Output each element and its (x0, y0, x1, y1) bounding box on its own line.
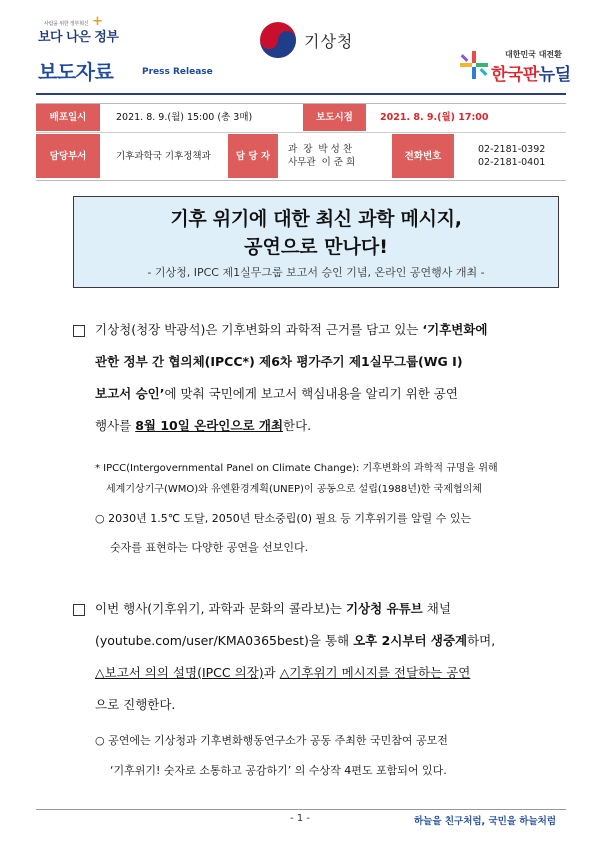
release-label: 보도시점 (303, 104, 366, 131)
paragraph-2-line-3 (95, 663, 470, 681)
paragraph-1-line-3 (95, 384, 458, 402)
p1-l4-text: 행사를 (95, 418, 136, 433)
slogan-small: 사람을 위한 정부혁신 (44, 21, 89, 27)
paragraph-1-line-2: 관한 정부 간 협의체(IPCC*) 제6차 평가주기 제1실무그룹(WG I) (95, 354, 463, 369)
phone-line-1: 02-2181-0392 (478, 144, 546, 155)
phone-label: 전화번호 (392, 134, 454, 178)
paragraph-2-line-4: 으로 진행한다. (95, 697, 176, 712)
press-release-title: 보도자료 (38, 60, 114, 84)
person-value (288, 136, 378, 176)
p1-l4-end: 한다. (283, 418, 312, 433)
p2-l3-text: 과 (263, 665, 280, 680)
paragraph-2-line-1 (73, 599, 451, 617)
government-slogan: 보다 나은 정부 (38, 30, 119, 45)
p1-l3-text: 에 맞춰 국민에게 보고서 핵심내용을 알리기 위한 공연 (164, 386, 458, 401)
headline-line-2: 공연으로 만나다! (244, 236, 388, 258)
info-table-divider (36, 132, 566, 133)
paragraph-1-line-1 (73, 320, 488, 338)
p2-l2-end: 하며, (467, 633, 496, 648)
checkbox-square-icon (73, 325, 85, 337)
new-deal-name-red: 한국판 (491, 65, 539, 85)
footer-motto: 하늘을 친구처럼, 국민을 하늘처럼 (414, 816, 557, 827)
header-rule (36, 93, 566, 95)
p2-l3-underlined-a: △보고서 의의 설명(IPCC 의장) (95, 665, 264, 680)
phone-value (478, 136, 564, 176)
p2-l1-bold: 기상청 유튜브 (345, 601, 423, 616)
press-release-english: Press Release (142, 67, 213, 77)
bullet-2-line-2: ‘기후위기! 숫자로 소통하고 공감하기’ 의 수상작 4편도 포함되어 있다. (110, 764, 447, 777)
department-value: 기후과학국 기후정책과 (116, 150, 211, 162)
checkbox-square-icon (73, 604, 85, 616)
person-line-1: 과 장 박 성 찬 (288, 144, 353, 155)
bullet-2-line-1: ○ 공연에는 기상청과 기후변화행동연구소가 공동 주최한 국민참여 공모전 (95, 734, 448, 747)
slogan-plus-icon: + (92, 14, 103, 29)
taegeuk-logo-icon (258, 20, 298, 60)
person-label: 담 당 자 (228, 134, 278, 178)
agency-name: 기상청 (304, 32, 354, 51)
new-deal-logo-icon (459, 50, 489, 80)
bullet-1-line-1: ○ 2030년 1.5℃ 도달, 2050년 탄소중립(0) 필요 등 기후위기를 알릴 수 있는 (95, 512, 472, 525)
p2-l2-text: (youtube.com/user/KMA0365best)을 통해 (95, 633, 354, 648)
footnote-line-1: * IPCC(Intergovernmental Panel on Climate Change): 기후변화의 과학적 규명을 위해 (95, 463, 498, 474)
p1-l1-text: 기상청(청장 박광석)은 기후변화의 과학적 근거를 담고 있는 (95, 322, 423, 337)
p2-l1-text: 이번 행사(기후위기, 과학과 문화의 콜라보)는 (95, 601, 346, 616)
p1-l4-underlined: 8월 10일 온라인으로 개최 (135, 418, 284, 433)
headline-subtitle: - 기상청, IPCC 제1실무그룹 보고서 승인 기념, 온라인 공연행사 개최 - (147, 266, 485, 279)
new-deal-tagline: 대한민국 대전환 (505, 50, 562, 59)
distribution-value: 2021. 8. 9.(월) 15:00 (총 3매) (116, 112, 253, 123)
new-deal-name (491, 60, 571, 85)
footnote-line-2: 세계기상기구(WMO)와 유엔환경계획(UNEP)이 공동으로 설립(1988년)한 국제협의체 (106, 484, 482, 495)
p2-l2-bold: 오후 2시부터 생중계 (353, 633, 468, 648)
new-deal-name-blue: 뉴딜 (538, 65, 571, 85)
p2-l1-end: 채널 (422, 601, 451, 616)
footer-rule (36, 809, 566, 810)
release-value: 2021. 8. 9.(월) 17:00 (380, 112, 489, 123)
page-number: - 1 - (290, 813, 310, 824)
p1-l1-bold: ‘기후변화에 (422, 322, 488, 337)
p1-l3-bold: 보고서 승인’ (95, 386, 165, 401)
distribution-label: 배포일시 (36, 104, 100, 131)
phone-line-2: 02-2181-0401 (478, 157, 546, 168)
department-label: 담당부서 (36, 134, 100, 178)
person-line-2: 사무관 이 준 희 (288, 157, 356, 168)
paragraph-1-line-4 (95, 416, 311, 434)
bullet-1-line-2: 숫자를 표현하는 다양한 공연을 선보인다. (110, 541, 309, 554)
paragraph-2-line-2 (95, 631, 495, 649)
headline-line-1: 기후 위기에 대한 최신 과학 메시지, (170, 208, 462, 230)
p2-l3-underlined-b: △기후위기 메시지를 전달하는 공연 (279, 665, 471, 680)
